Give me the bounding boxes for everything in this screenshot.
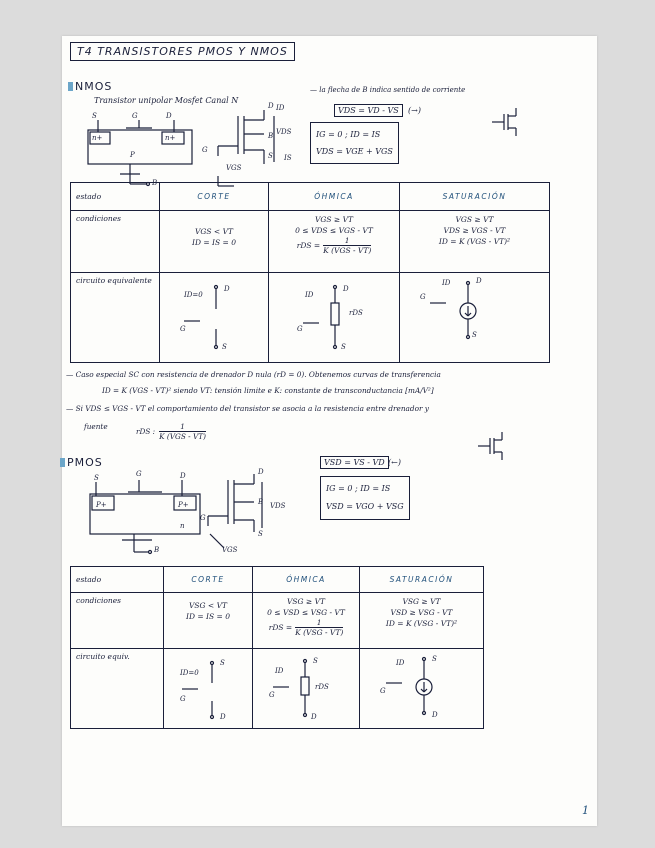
nmos-note-3: — Si VDS ≤ VGS - VT el comportamiento del transistor se asocia a la resistencia entre drenador y (66, 404, 429, 413)
nmos-ohmica-rds-label: rDS (349, 309, 363, 317)
pmos-th-ohmica: ÓHMICA (253, 567, 360, 593)
pmos-sym-vds: VDS (270, 502, 286, 510)
nmos-conditions-label: condiciones (71, 211, 160, 273)
nmos-table-conditions-row (71, 211, 550, 273)
nmos-structure-diagram (82, 110, 202, 190)
pmos-ohmica-d: D (311, 713, 317, 721)
nmos-struct-b: B (152, 179, 158, 187)
nmos-ig-eq: IG = 0 ; ID = IS (316, 130, 381, 139)
nmos-vds-eq: VDS = VD - VS (334, 104, 403, 117)
nmos-sym-d: D (268, 102, 274, 110)
nmos-mini-symbol (486, 108, 526, 144)
nmos-corte-conditions (160, 211, 269, 273)
nmos-sym-vgs: VGS (226, 164, 242, 172)
nmos-note-2: ID = K (VGS - VT)² siendo VT: tensión limite e K: constante de transconductancia [mA/V²] (102, 386, 434, 395)
nmos-ohmica-circuit (269, 273, 400, 363)
pmos-ohmica-s: S (313, 657, 318, 665)
pmos-ig-eq: IG = 0 ; ID = IS (326, 484, 391, 493)
pmos-sym-vgs: VGS (222, 546, 238, 554)
nmos-note-rds-den: K (VGS - VT) (159, 432, 206, 441)
pmos-heading (60, 456, 103, 469)
pmos-sym-b: B (258, 498, 264, 506)
nmos-th-estado: estado (71, 183, 160, 211)
nmos-sym-b: B (268, 132, 274, 140)
pmos-vsd-eq: VSD = VS - VD (320, 456, 389, 469)
pmos-struct-p1: P+ (96, 501, 107, 509)
pmos-saturacion-circuit (360, 649, 484, 729)
pmos-corte-d: D (220, 713, 226, 721)
nmos-corte-c1: VGS < VT (194, 227, 234, 236)
pmos-corte-c2: ID = IS = 0 (186, 612, 230, 621)
pmos-conditions-label: condiciones (71, 593, 164, 649)
nmos-corte-s: S (222, 343, 227, 351)
pmos-ohmica-id: ID (275, 667, 284, 675)
pmos-corte-circuit (164, 649, 253, 729)
nmos-corte-d: D (224, 285, 230, 293)
pmos-table-circuit-row (71, 649, 484, 729)
nmos-ohmica-d: D (343, 285, 349, 293)
pmos-sat-c3: ID = K (VSG - VT)² (385, 619, 458, 628)
pmos-corte-s: S (220, 659, 225, 667)
pmos-ohmica-rds-label: rDS (315, 683, 329, 691)
pmos-sym-g: G (200, 514, 206, 522)
nmos-note-1: — Caso especial SC con resistencia de drenador D nula (rD = 0). Obtenemos curvas de transferencia (66, 370, 441, 379)
nmos-ohmica-s: S (341, 343, 346, 351)
pmos-vsd-sum: VSD = VGO + VSG (326, 502, 404, 511)
nmos-circuit-label: circuito equivalente (71, 273, 160, 363)
nmos-ohmica-id: ID (305, 291, 314, 299)
pmos-ohmica-num: 1 (316, 618, 322, 627)
nmos-th-corte: CORTE (160, 183, 269, 211)
nmos-equation-box (310, 122, 399, 164)
pmos-struct-d: D (180, 472, 186, 480)
pmos-struct-p2: P+ (178, 501, 189, 509)
nmos-sat-c1: VGS ≥ VT (455, 215, 494, 224)
pmos-struct-g: G (136, 470, 142, 478)
pmos-sat-circuit-drawing (380, 655, 460, 723)
pmos-corte-c1: VSG < VT (188, 601, 228, 610)
pmos-mini-symbol (472, 432, 512, 468)
nmos-saturacion-conditions (400, 211, 550, 273)
nmos-struct-g: G (132, 112, 138, 120)
pmos-ohmica-rds: rDS = (268, 623, 293, 632)
pmos-corte-id0: ID=0 (180, 669, 199, 677)
nmos-table-header-row (71, 183, 550, 211)
nmos-struct-p: P (130, 151, 135, 159)
nmos-heading (68, 80, 112, 93)
pmos-sat-c2: VSD ≥ VSG - VT (390, 608, 453, 617)
pmos-th-estado: estado (71, 567, 164, 593)
pmos-sat-d: D (432, 711, 438, 719)
nmos-sat-c3: ID = K (VGS - VT)² (438, 237, 511, 246)
pmos-equation-box (320, 476, 410, 520)
nmos-ohmica-g: G (297, 325, 303, 333)
pmos-sym-d: D (258, 468, 264, 476)
page-title: T4 TRANSISTORES PMOS Y NMOS (70, 42, 295, 61)
nmos-heading-text: NMOS (75, 80, 113, 93)
nmos-corte-c2: ID = IS = 0 (192, 238, 236, 247)
nmos-saturacion-circuit (400, 273, 550, 363)
nmos-table-circuit-row (71, 273, 550, 363)
page-number: 1 (582, 804, 589, 817)
pmos-struct-s: S (94, 474, 99, 482)
pmos-ohmica-g: G (269, 691, 275, 699)
pmos-table-conditions-row (71, 593, 484, 649)
nmos-sat-s: S (472, 331, 477, 339)
pmos-ohmica-c1: VSG ≥ VT (286, 597, 326, 606)
pmos-sat-s: S (432, 655, 437, 663)
nmos-note-rds-num: 1 (180, 422, 185, 431)
nmos-ohmica-den: K (VGS - VT) (323, 246, 372, 255)
pmos-saturacion-conditions (360, 593, 484, 649)
pmos-struct-n: n (180, 522, 185, 530)
nmos-th-ohmica: ÓHMICA (269, 183, 400, 211)
pmos-ohmica-circuit (253, 649, 360, 729)
pmos-th-corte: CORTE (164, 567, 253, 593)
nmos-corte-id0: ID=0 (184, 291, 203, 299)
nmos-sym-s: S (268, 152, 273, 160)
pmos-table (70, 566, 484, 729)
nmos-note-rds-label: rDS : (136, 427, 156, 436)
nmos-ohmica-c1: VGS ≥ VT (314, 215, 354, 224)
nmos-sat-d: D (476, 277, 482, 285)
nmos-struct-n2: n+ (165, 134, 176, 142)
nmos-sat-g: G (420, 293, 426, 301)
nmos-vds-dir: (→) (408, 106, 421, 115)
pmos-vsd-dir: (←) (388, 458, 401, 467)
nmos-table (70, 182, 550, 363)
nmos-corte-g: G (180, 325, 186, 333)
pmos-corte-g: G (180, 695, 186, 703)
pmos-sat-c1: VSG ≥ VT (402, 597, 441, 606)
pmos-structure-diagram (82, 476, 202, 566)
pmos-ohmica-den: K (VSG - VT) (295, 628, 344, 637)
nmos-vds-sum: VDS = VGE + VGS (316, 147, 393, 156)
nmos-corte-circuit (160, 273, 269, 363)
nmos-struct-n1: n+ (92, 134, 103, 142)
nmos-sat-id: ID (442, 279, 451, 287)
nmos-sat-circuit-drawing (424, 279, 504, 349)
pmos-th-saturacion: SATURACIÓN (360, 567, 484, 593)
nmos-ohmica-c2: 0 ≤ VDS ≤ VGS - VT (295, 226, 373, 235)
pmos-ohmica-conditions (253, 593, 360, 649)
nmos-intro: Transistor unipolar Mosfet Canal N (94, 96, 239, 105)
nmos-sym-id: ID (276, 104, 285, 112)
nmos-struct-s: S (92, 112, 97, 120)
pmos-sat-g: G (380, 687, 386, 695)
pmos-sym-s: S (258, 530, 263, 538)
notebook-page (62, 36, 597, 826)
nmos-note-4: fuente (84, 422, 108, 431)
nmos-struct-d: D (166, 112, 172, 120)
pmos-heading-text: PMOS (67, 456, 103, 469)
nmos-sym-g: G (202, 146, 208, 154)
nmos-sym-vds: VDS (276, 128, 292, 136)
pmos-table-header-row (71, 567, 484, 593)
pmos-struct-b: B (154, 546, 160, 554)
pmos-ohmica-c2: 0 ≤ VSD ≤ VSG - VT (267, 608, 345, 617)
nmos-sat-c2: VDS ≥ VGS - VT (443, 226, 506, 235)
pmos-sat-id: ID (396, 659, 405, 667)
pmos-symbol (202, 472, 302, 572)
pmos-corte-conditions (164, 593, 253, 649)
nmos-sym-is: IS (284, 154, 292, 162)
nmos-note-rds (136, 422, 206, 441)
nmos-ohmica-rds: rDS = (296, 241, 321, 250)
nmos-arrow-note: — la flecha de B indica sentido de corriente (310, 86, 466, 94)
nmos-ohmica-num: 1 (344, 236, 350, 245)
nmos-th-saturacion: SATURACIÓN (400, 183, 550, 211)
nmos-ohmica-conditions (269, 211, 400, 273)
pmos-circuit-label: circuito equiv. (71, 649, 164, 729)
